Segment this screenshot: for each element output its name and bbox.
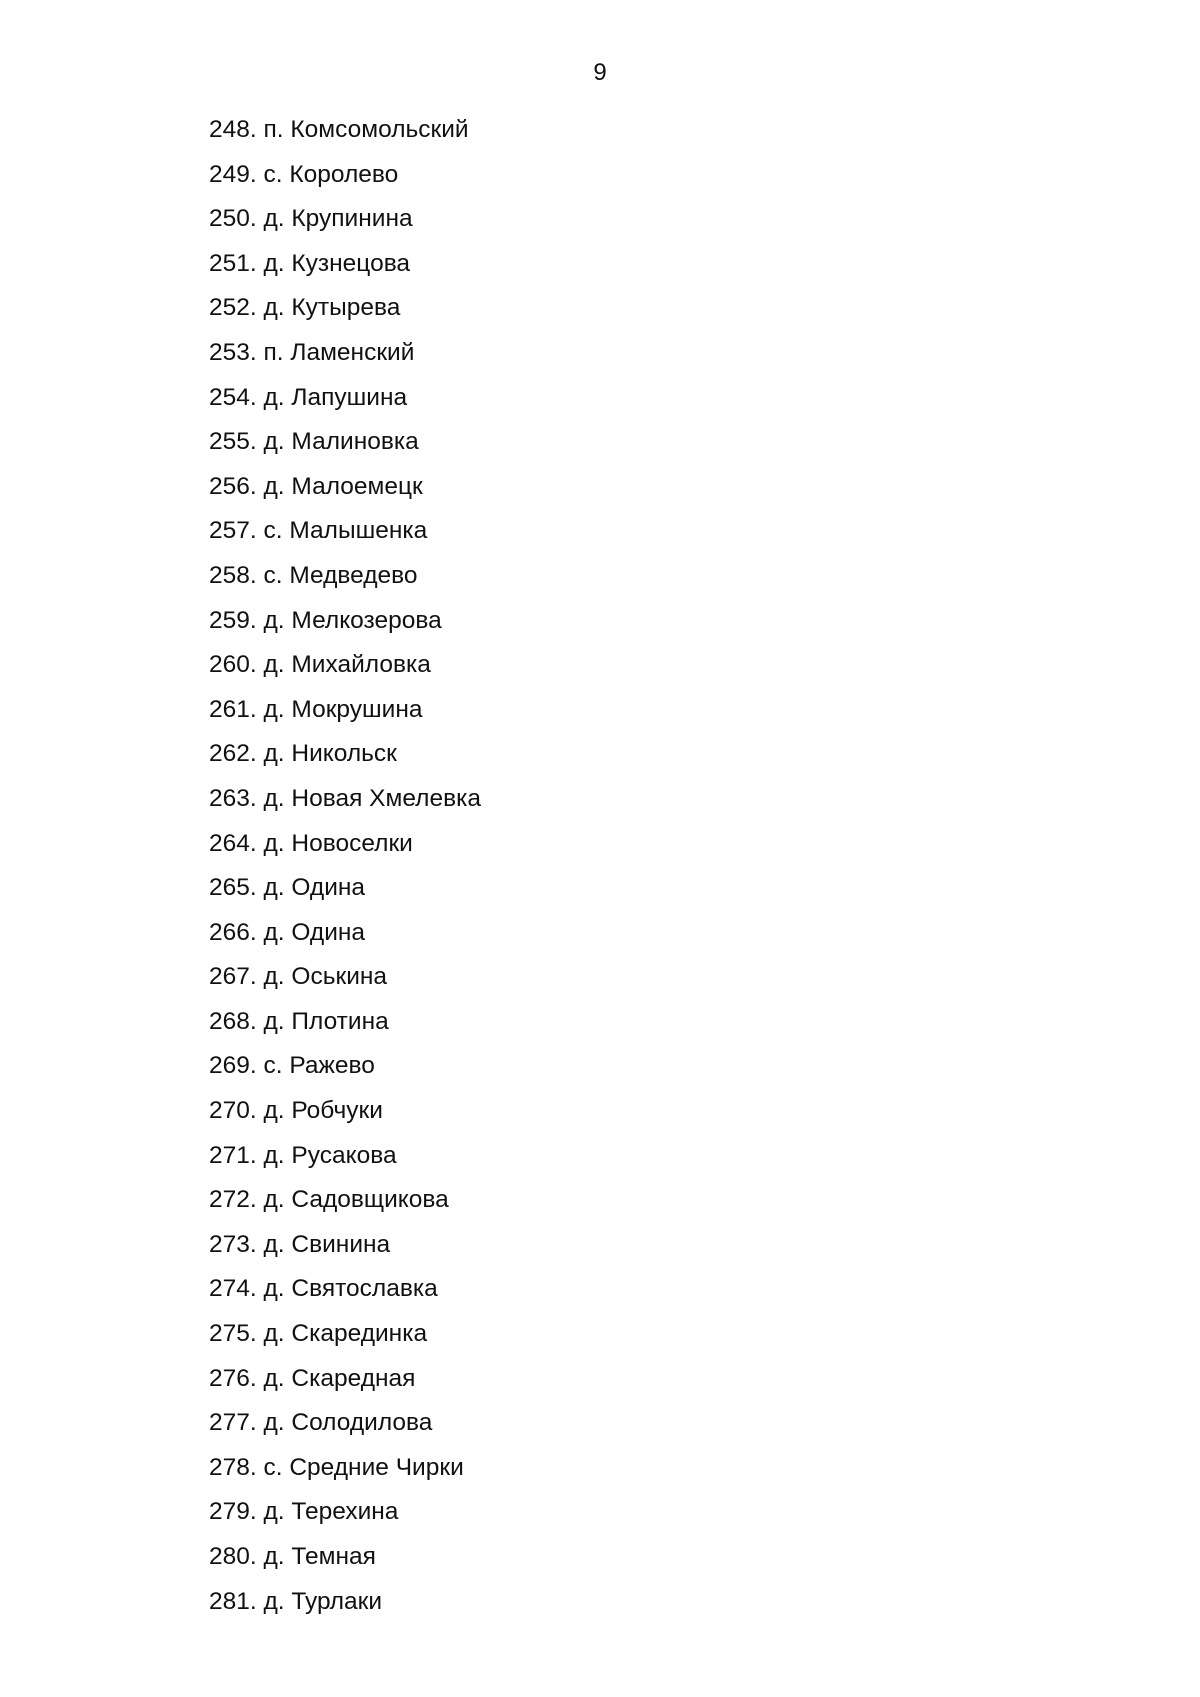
list-item: 260. д. Михайловка xyxy=(209,651,431,679)
list-item: 281. д. Турлаки xyxy=(209,1587,383,1615)
list-item: 279. д. Терехина xyxy=(209,1498,399,1526)
list-item: 256. д. Малоемецк xyxy=(209,472,423,500)
list-item: 277. д. Солодилова xyxy=(209,1409,433,1437)
list-item: 252. д. Кутырева xyxy=(209,294,401,322)
list-item: 251. д. Кузнецова xyxy=(209,249,411,277)
page-number: 9 xyxy=(593,59,607,86)
list-item: 261. д. Мокрушина xyxy=(209,695,423,723)
list-item: 278. с. Средние Чирки xyxy=(209,1453,464,1481)
list-item: 253. п. Ламенский xyxy=(209,338,415,366)
list-item: 248. п. Комсомольский xyxy=(209,116,469,143)
list-item: 270. д. Робчуки xyxy=(209,1097,383,1125)
list-item: 275. д. Скарединка xyxy=(209,1320,428,1348)
list-item: 271. д. Русакова xyxy=(209,1141,397,1169)
list-item: 266. д. Одина xyxy=(209,918,366,946)
list-item: 269. с. Ражево xyxy=(209,1052,375,1080)
list-item: 280. д. Темная xyxy=(209,1543,376,1570)
settlement-list xyxy=(209,112,481,1628)
list-item: 250. д. Крупинина xyxy=(209,205,413,233)
list-item: 259. д. Мелкозерова xyxy=(209,606,442,634)
list-item: 264. д. Новоселки xyxy=(209,829,413,857)
list-item: 274. д. Святославка xyxy=(209,1275,438,1303)
list-item: 257. с. Малышенка xyxy=(209,517,428,545)
list-item: 268. д. Плотина xyxy=(209,1007,389,1035)
list-item: 276. д. Скаредная xyxy=(209,1364,416,1392)
list-item: 249. с. Королево xyxy=(209,160,399,188)
list-item: 254. д. Лапушина xyxy=(209,383,408,411)
list-item: 263. д. Новая Хмелевка xyxy=(209,784,481,812)
list-item: 255. д. Малиновка xyxy=(209,428,419,456)
list-item: 272. д. Садовщикова xyxy=(209,1186,449,1214)
list-item: 262. д. Никольск xyxy=(209,740,397,768)
list-item: 265. д. Одина xyxy=(209,874,366,902)
list-item: 267. д. Оськина xyxy=(209,963,388,991)
list-item: 273. д. Свинина xyxy=(209,1230,391,1258)
list-item: 258. с. Медведево xyxy=(209,561,418,589)
